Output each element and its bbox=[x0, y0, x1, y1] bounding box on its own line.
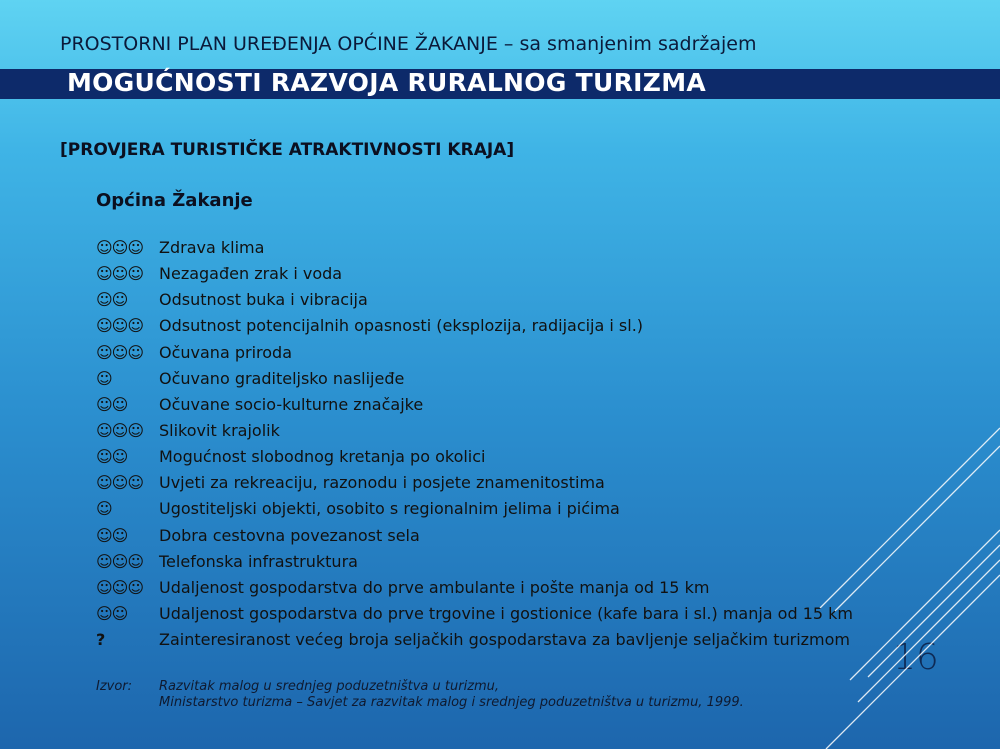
smiley-rating-icon: ☺☺ bbox=[96, 525, 128, 545]
document-title: PROSTORNI PLAN UREĐENJA OPĆINE ŽAKANJE – sa smanjenim sadržajem bbox=[60, 33, 757, 55]
smiley-rating-icon: ☺☺☺ bbox=[96, 473, 144, 493]
item-label: Zainteresiranost većeg broja seljačkih gospodarstava za bavljenje seljačkim turizmom bbox=[159, 630, 850, 650]
item-label: Očuvano graditeljsko naslijeđe bbox=[159, 368, 405, 388]
smiley-rating-icon: ☺☺☺ bbox=[96, 420, 144, 440]
page-number: 16 bbox=[893, 637, 939, 678]
municipality-subheading: Općina Žakanje bbox=[96, 190, 253, 211]
smiley-rating-icon: ☺☺☺ bbox=[96, 316, 144, 336]
smiley-rating-icon: ☺ bbox=[96, 368, 112, 388]
smiley-rating-icon: ☺☺ bbox=[96, 447, 128, 467]
smiley-rating-icon: ☺☺ bbox=[96, 394, 128, 414]
smiley-rating-icon: ☺☺☺ bbox=[96, 342, 144, 362]
item-label: Zdrava klima bbox=[159, 238, 265, 257]
item-label: Odsutnost buka i vibracija bbox=[159, 290, 368, 310]
item-label: Udaljenost gospodarstva do prve trgovine i gostionice (kafe bara i sl.) manja od 15 km bbox=[159, 603, 854, 623]
item-label: Ugostiteljski objekti, osobito s regionalnim jelima i pićima bbox=[159, 499, 620, 519]
smiley-rating-icon: ☺☺☺ bbox=[96, 264, 144, 284]
source-line-1: Razvitak malog u srednjeg poduzetništva u turizmu, bbox=[159, 679, 500, 694]
item-label: Nezagađen zrak i voda bbox=[159, 264, 343, 284]
source-label: Izvor: bbox=[96, 679, 133, 694]
item-label: Očuvane socio-kulturne značajke bbox=[159, 394, 424, 414]
item-label: Odsutnost potencijalnih opasnosti (eksplozija, radijacija i sl.) bbox=[159, 316, 644, 336]
smiley-rating-icon: ☺☺ bbox=[96, 290, 128, 310]
item-label: Telefonska infrastruktura bbox=[159, 551, 358, 571]
question-mark-icon: ? bbox=[96, 630, 106, 650]
smiley-rating-icon: ☺☺☺ bbox=[96, 238, 144, 257]
item-label: Očuvana priroda bbox=[159, 342, 292, 362]
item-label: Uvjeti za rekreaciju, razonodu i posjete znamenitostima bbox=[159, 473, 605, 493]
source-line-2: Ministarstvo turizma – Savjet za razvitak malog i srednjeg poduzetništva u turizmu, 1999. bbox=[159, 695, 744, 710]
item-label: Mogućnost slobodnog kretanja po okolici bbox=[159, 447, 486, 467]
smiley-rating-icon: ☺ bbox=[96, 499, 112, 519]
item-label: Slikovit krajolik bbox=[159, 420, 280, 440]
smiley-rating-icon: ☺☺☺ bbox=[96, 551, 144, 571]
section-heading: [PROVJERA TURISTIČKE ATRAKTIVNOSTI KRAJA] bbox=[60, 140, 515, 160]
item-label: Dobra cestovna povezanost sela bbox=[159, 525, 420, 545]
item-label: Udaljenost gospodarstva do prve ambulante i pošte manja od 15 km bbox=[159, 577, 710, 597]
smiley-rating-icon: ☺☺☺ bbox=[96, 577, 144, 597]
slide-title: MOGUĆNOSTI RAZVOJA RURALNOG TURIZMA bbox=[67, 68, 707, 97]
smiley-rating-icon: ☺☺ bbox=[96, 603, 128, 623]
